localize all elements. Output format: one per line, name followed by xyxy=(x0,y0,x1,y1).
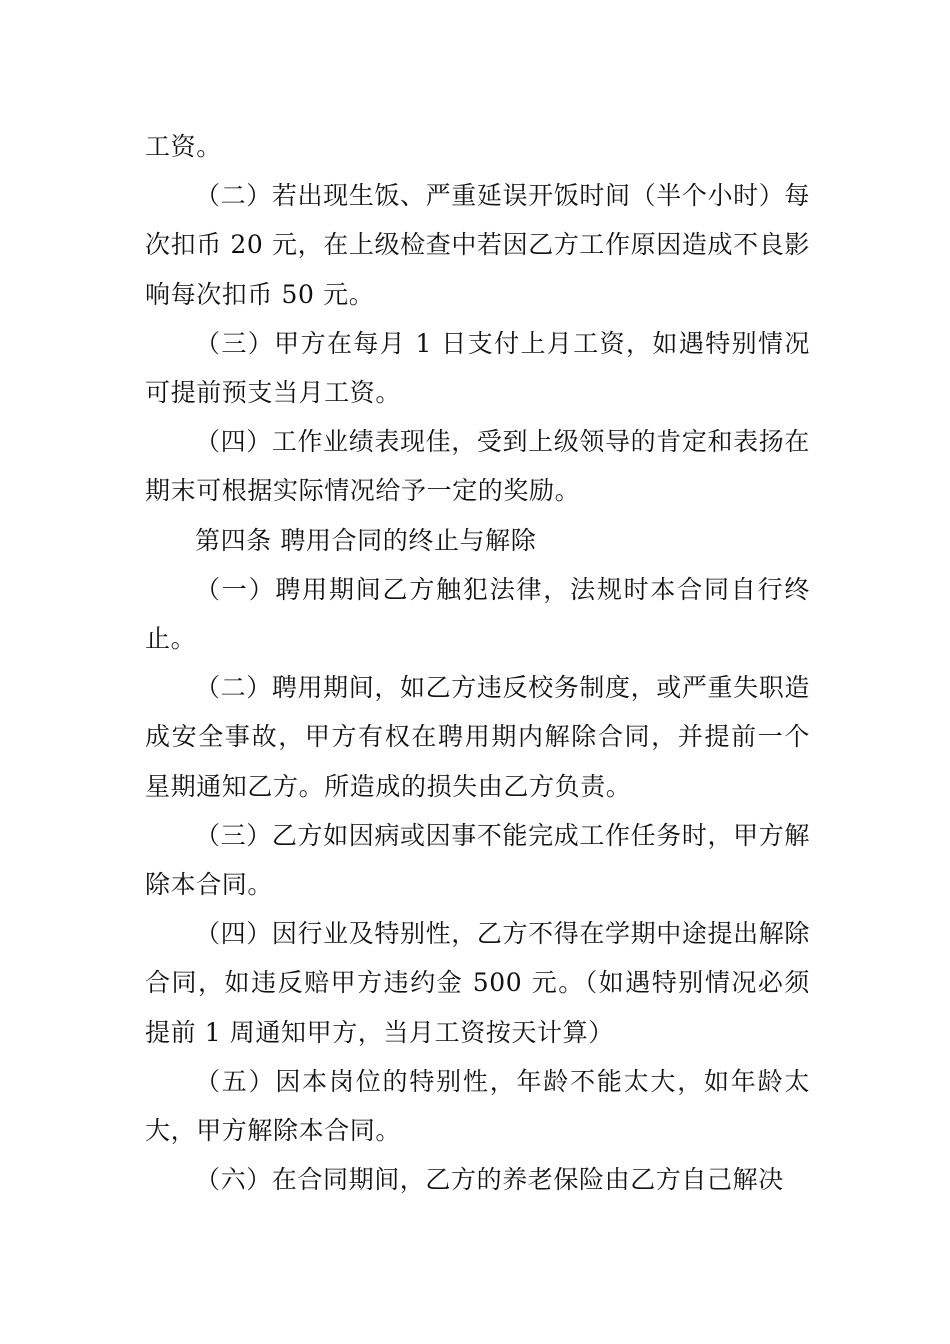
paragraph-termination-6: （六）在合同期间，乙方的养老保险由乙方自己解决 xyxy=(195,1165,784,1195)
paragraph-termination-1: （一）聘用期间乙方触犯法律，法规时本合同自行终止。 xyxy=(145,574,810,654)
paragraph-wage-continuation: 工资。 xyxy=(145,132,222,161)
paragraph-clause-3-payment: （三）甲方在每月 1 日支付上月工资，如遇特别情况可提前预支当月工资。 xyxy=(145,328,810,408)
paragraph-termination-4: （四）因行业及特别性，乙方不得在学期中途提出解除合同，如违反赔甲方违约金 500 元。（如遇特别情况必须提前 1 周通知甲方，当月工资按天计算） xyxy=(145,919,810,1047)
section-heading-article-4: 第四条 聘用合同的终止与解除 xyxy=(195,525,537,555)
paragraph-termination-5: （五）因本岗位的特别性，年龄不能太大，如年龄太大，甲方解除本合同。 xyxy=(145,1066,810,1146)
paragraph-termination-3: （三）乙方如因病或因事不能完成工作任务时，甲方解除本合同。 xyxy=(145,820,810,900)
paragraph-termination-2: （二）聘用期间，如乙方违反校务制度，或严重失职造成安全事故，甲方有权在聘用期内解除合同，并提前一个星期通知乙方。所造成的损失由乙方负责。 xyxy=(145,673,810,801)
paragraph-clause-4-reward: （四）工作业绩表现佳，受到上级领导的肯定和表扬在期末可根据实际情况给予一定的奖励。 xyxy=(145,427,810,506)
paragraph-clause-2-deduction: （二）若出现生饭、严重延误开饭时间（半个小时）每次扣币 20 元，在上级检查中若因乙方工作原因造成不良影响每次扣币 50 元。 xyxy=(145,181,810,309)
document-body xyxy=(145,122,810,1204)
